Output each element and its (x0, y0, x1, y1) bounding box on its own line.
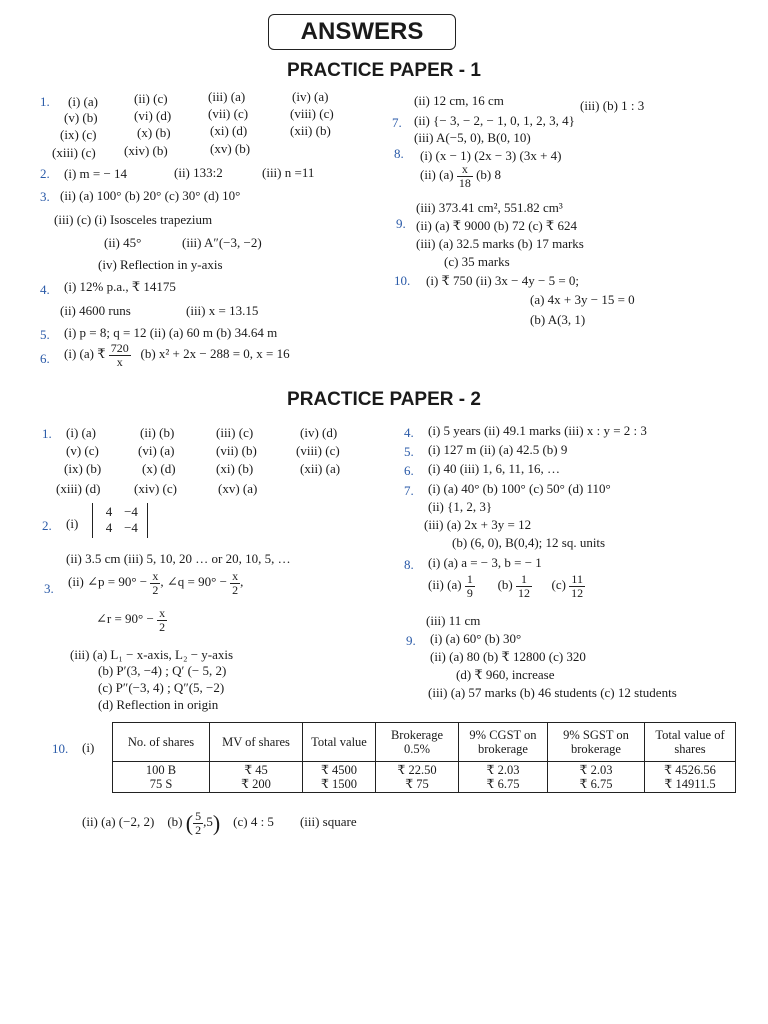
right-paren-icon: ) (212, 810, 221, 836)
q10-part-ii (82, 810, 357, 836)
table-header: Total value (303, 723, 376, 762)
table-cell (548, 762, 645, 793)
fraction (193, 810, 203, 836)
cell-value: ₹ 22.50 (397, 763, 437, 777)
q-number: 9. (406, 633, 416, 648)
table-header: 9% CGST on brokerage (459, 723, 548, 762)
answer: (iii) (a) 2x + 3y = 12 (424, 517, 532, 532)
answer: (ii) 4600 runs (60, 303, 131, 318)
answer: (iii) (a) 57 marks (b) 46 students (c) 12 students (428, 685, 677, 700)
answer: (iii) (c) (i) Isosceles trapezium (54, 212, 213, 227)
paper1-title: PRACTICE PAPER - 1 (287, 60, 481, 81)
matrix-cell: 4 (105, 520, 113, 536)
answer: (ii) (a) ₹ 9000 (b) 72 (c) ₹ 624 (416, 218, 577, 233)
denominator: x (116, 354, 123, 369)
answer: (i) m = − 14 (64, 166, 128, 181)
numerator: x (457, 163, 473, 177)
numerator: 1 (516, 573, 532, 587)
answer: (v) (b) (64, 110, 98, 125)
answer-text: (ii) (a) (428, 577, 462, 593)
answer-text: (b) (497, 577, 513, 593)
answer: (xiv) (c) (134, 481, 177, 496)
cell-value: ₹ 6.75 (579, 777, 613, 791)
answers-title: ANSWERS (268, 14, 456, 50)
answer-text: (b) (167, 814, 183, 830)
fraction (230, 570, 240, 596)
answer: (iv) (a) (292, 89, 329, 104)
numerator: 11 (569, 573, 585, 587)
table-cell (376, 762, 459, 793)
q-number: 4. (404, 425, 414, 440)
answer: (ii) ∠p = 90° − $\frac{x}{2}$ , ∠q = 90° − $\frac{x}{2}$ , (68, 569, 244, 597)
answer: (iii) A(−5, 0), B(0, 10) (414, 130, 531, 145)
q-number: 10. (52, 741, 69, 756)
table-header: Total value of shares (645, 723, 736, 762)
q-number: 8. (394, 146, 404, 161)
numerator: x (159, 606, 166, 620)
left-paren-icon: ( (185, 810, 194, 836)
table-header-row (113, 723, 736, 762)
fraction (157, 607, 167, 633)
answer-text: (ii) (a) (−2, 2) (82, 814, 155, 830)
cell-value: ₹ 2.03 (486, 763, 520, 777)
answer: (vii) (c) (208, 106, 249, 121)
table-cell (210, 762, 303, 793)
answer: (xi) (b) (216, 461, 254, 476)
cell-value: ₹ 1500 (320, 777, 358, 791)
answer-text: (ii) ∠p = 90° − (68, 574, 148, 590)
cell-value: ₹ 200 (241, 777, 271, 791)
answer: (b) (6, 0), B(0,4); 12 sq. units (452, 535, 606, 550)
denominator: 18 (458, 175, 471, 190)
answer: (viii) (c) (290, 106, 334, 121)
q-number: 6. (404, 463, 414, 478)
fraction (516, 573, 532, 599)
answer: (ii) (b) (140, 425, 175, 440)
answer: (i) p = 8; q = 12 (ii) (a) 60 m (b) 34.64 m (64, 325, 278, 340)
answer: (xiv) (b) (124, 143, 168, 158)
answer: (i) (66, 516, 79, 531)
denominator: 2 (232, 582, 239, 597)
q-number: 1. (42, 426, 52, 441)
answer: (iii) (c) (216, 425, 254, 440)
answer: (i) (a) 60° (b) 30° (430, 631, 522, 646)
cell-value: ₹ 75 (405, 777, 429, 791)
numerator: x (232, 569, 239, 583)
answer: (iii) 373.41 cm², 551.82 cm³ (416, 200, 563, 215)
answer: (a) 4x + 3y − 15 = 0 (530, 292, 635, 307)
cell-value: ₹ 4500 (320, 763, 358, 777)
q-number: 9. (396, 216, 406, 231)
answer: (vi) (a) (138, 443, 175, 458)
numerator: 720 (110, 341, 129, 355)
answer: (iii) n =11 (262, 165, 315, 180)
fraction (150, 570, 160, 596)
answer: (i) (a) (66, 425, 96, 440)
table-cell (645, 762, 736, 793)
table-row (113, 762, 736, 793)
answer: (c) 35 marks (444, 254, 510, 269)
answer: (i) (82, 740, 95, 755)
denominator: 2 (152, 582, 159, 597)
q-number: 1. (40, 94, 50, 109)
denominator: 2 (159, 619, 166, 634)
answer-text: (b) 8 (476, 167, 501, 183)
answer: (x) (d) (142, 461, 176, 476)
answer: (i) (x − 1) (2x − 3) (3x + 4) (420, 148, 562, 163)
shares-table (112, 722, 736, 793)
fraction (465, 573, 475, 599)
answer (96, 607, 167, 633)
table-header: Brokerage 0.5% (376, 723, 459, 762)
matrix-cell: −4 (124, 504, 138, 519)
answer: (i) ₹ 750 (ii) 3x − 4y − 5 = 0; (426, 273, 580, 288)
cell-value: ₹ 14911.5 (664, 777, 716, 791)
cell-value: ₹ 4526.56 (664, 763, 716, 777)
answer: (iv) Reflection in y-axis (98, 257, 223, 272)
answer: (iii) (a) 32.5 marks (b) 17 marks (416, 236, 584, 251)
answer: (ii) {− 3, − 2, − 1, 0, 1, 2, 3, 4} (414, 113, 575, 128)
answer: (v) (c) (66, 443, 99, 458)
q-number: 8. (404, 557, 414, 572)
answer: (xiii) (c) (52, 145, 96, 160)
answer-text: (c) 4 : 5 (233, 814, 274, 830)
answer: (xv) (a) (218, 481, 258, 496)
answer: (ii) (a) 100° (b) 20° (c) 30° (d) 10° (60, 188, 241, 203)
paper2-title: PRACTICE PAPER - 2 (287, 389, 481, 410)
answer: (vii) (b) (216, 443, 257, 458)
denominator: 12 (571, 585, 584, 600)
answer: (b) P′(3, −4) ; Q′ (− 5, 2) (98, 663, 227, 678)
q-number: 4. (40, 282, 50, 297)
q-number: 3. (44, 581, 54, 596)
answer: (vi) (d) (134, 108, 172, 123)
answer: (ii) 12 cm, 16 cm (414, 93, 504, 108)
cell-value: ₹ 2.03 (579, 763, 613, 777)
table-header: No. of shares (113, 723, 210, 762)
q-number: 5. (404, 444, 414, 459)
fraction (457, 163, 473, 189)
answer: (iii) (b) 1 : 3 (580, 98, 645, 113)
q-number: 3. (40, 189, 50, 204)
q-number: 10. (394, 273, 411, 288)
answer: (xv) (b) (210, 141, 251, 156)
matrix (92, 503, 148, 538)
matrix-cell: 4 (105, 504, 113, 519)
answer-text: , ∠q = 90° − (160, 574, 227, 590)
answer: (i) (a) a = − 3, b = − 1 (428, 555, 542, 570)
matrix-cell: −4 (124, 520, 138, 536)
answer-text: (b) x² + 2x − 288 = 0, x = 16 (140, 346, 290, 362)
answer: (ii) {1, 2, 3} (428, 499, 493, 514)
answer-text: (i) (a) ₹ (64, 346, 106, 362)
answer: (iii) 11 cm (426, 613, 481, 628)
answer: (xii) (a) (300, 461, 341, 476)
q-number: 2. (42, 518, 52, 533)
answer: (d) ₹ 960, increase (456, 667, 555, 682)
answer: (ix) (b) (64, 461, 102, 476)
q-number: 2. (40, 166, 50, 181)
answer-text: ∠r = 90° − (96, 611, 154, 627)
answer: (iv) (d) (300, 425, 338, 440)
answer: (iii) A″(−3, −2) (182, 235, 262, 250)
answer-text: (c) (551, 577, 566, 593)
q-number: 7. (404, 483, 414, 498)
answer (428, 573, 585, 599)
answer: (i) (a) 40° (b) 100° (c) 50° (d) 110° (428, 481, 611, 496)
answer: (iii) (a) (208, 89, 246, 104)
answer: (xiii) (d) (56, 481, 101, 496)
answer: (iii) x = 13.15 (186, 303, 259, 318)
table-cell (303, 762, 376, 793)
table-cell (459, 762, 548, 793)
numerator: x (152, 569, 159, 583)
table-header: 9% SGST on brokerage (548, 723, 645, 762)
denominator: 9 (466, 585, 473, 600)
answer-text: (ii) (a) (420, 167, 454, 183)
q-number: 6. (40, 351, 50, 366)
cell-value: ₹ 6.75 (486, 777, 520, 791)
answer (64, 342, 290, 368)
answer: (ii) 3.5 cm (iii) 5, 10, 20 … or 20, 10, 5, … (66, 551, 291, 566)
answer: (d) Reflection in origin (98, 697, 219, 712)
answer-text: (iii) square (299, 814, 357, 830)
answer: (ii) 133:2 (174, 165, 223, 180)
answer: (xii) (b) (290, 123, 331, 138)
answer: (x) (b) (137, 125, 171, 140)
answer: (ix) (c) (60, 127, 97, 142)
answer: (c) P″(−3, 4) ; Q″(5, −2) (98, 680, 225, 695)
denominator: 2 (195, 822, 202, 837)
numerator: 5 (195, 809, 202, 823)
q-number: 5. (40, 327, 50, 342)
q-number: 7. (392, 115, 402, 130)
answer: (iii) (a) L₁ − x-axis, L₂ − y-axis (70, 647, 234, 662)
answer: (i) (a) (68, 94, 98, 109)
answer: (i) 12% p.a., ₹ 14175 (64, 279, 176, 294)
fraction (569, 573, 585, 599)
cell-value: 75 S (149, 777, 173, 791)
answer: (i) 40 (iii) 1, 6, 11, 16, … (428, 461, 561, 476)
answer: (i) 5 years (ii) 49.1 marks (iii) x : y = 2 : 3 (428, 423, 647, 438)
answer (420, 163, 501, 189)
fraction (109, 342, 131, 368)
answer-text: ,5 (203, 814, 213, 830)
numerator: 1 (466, 572, 473, 586)
answer: (b) A(3, 1) (530, 312, 586, 327)
table-header: MV of shares (210, 723, 303, 762)
answer: (i) 127 m (ii) (a) 42.5 (b) 9 (428, 442, 568, 457)
cell-value: ₹ 45 (244, 763, 268, 777)
answer: (xi) (d) (210, 123, 248, 138)
answer: (viii) (c) (296, 443, 340, 458)
answer: (ii) (a) 80 (b) ₹ 12800 (c) 320 (430, 649, 586, 664)
answer: (ii) 45° (104, 235, 142, 250)
cell-value: 100 B (145, 763, 177, 777)
denominator: 12 (517, 585, 530, 600)
answer: (ii) (c) (134, 91, 168, 106)
table-cell (113, 762, 210, 793)
